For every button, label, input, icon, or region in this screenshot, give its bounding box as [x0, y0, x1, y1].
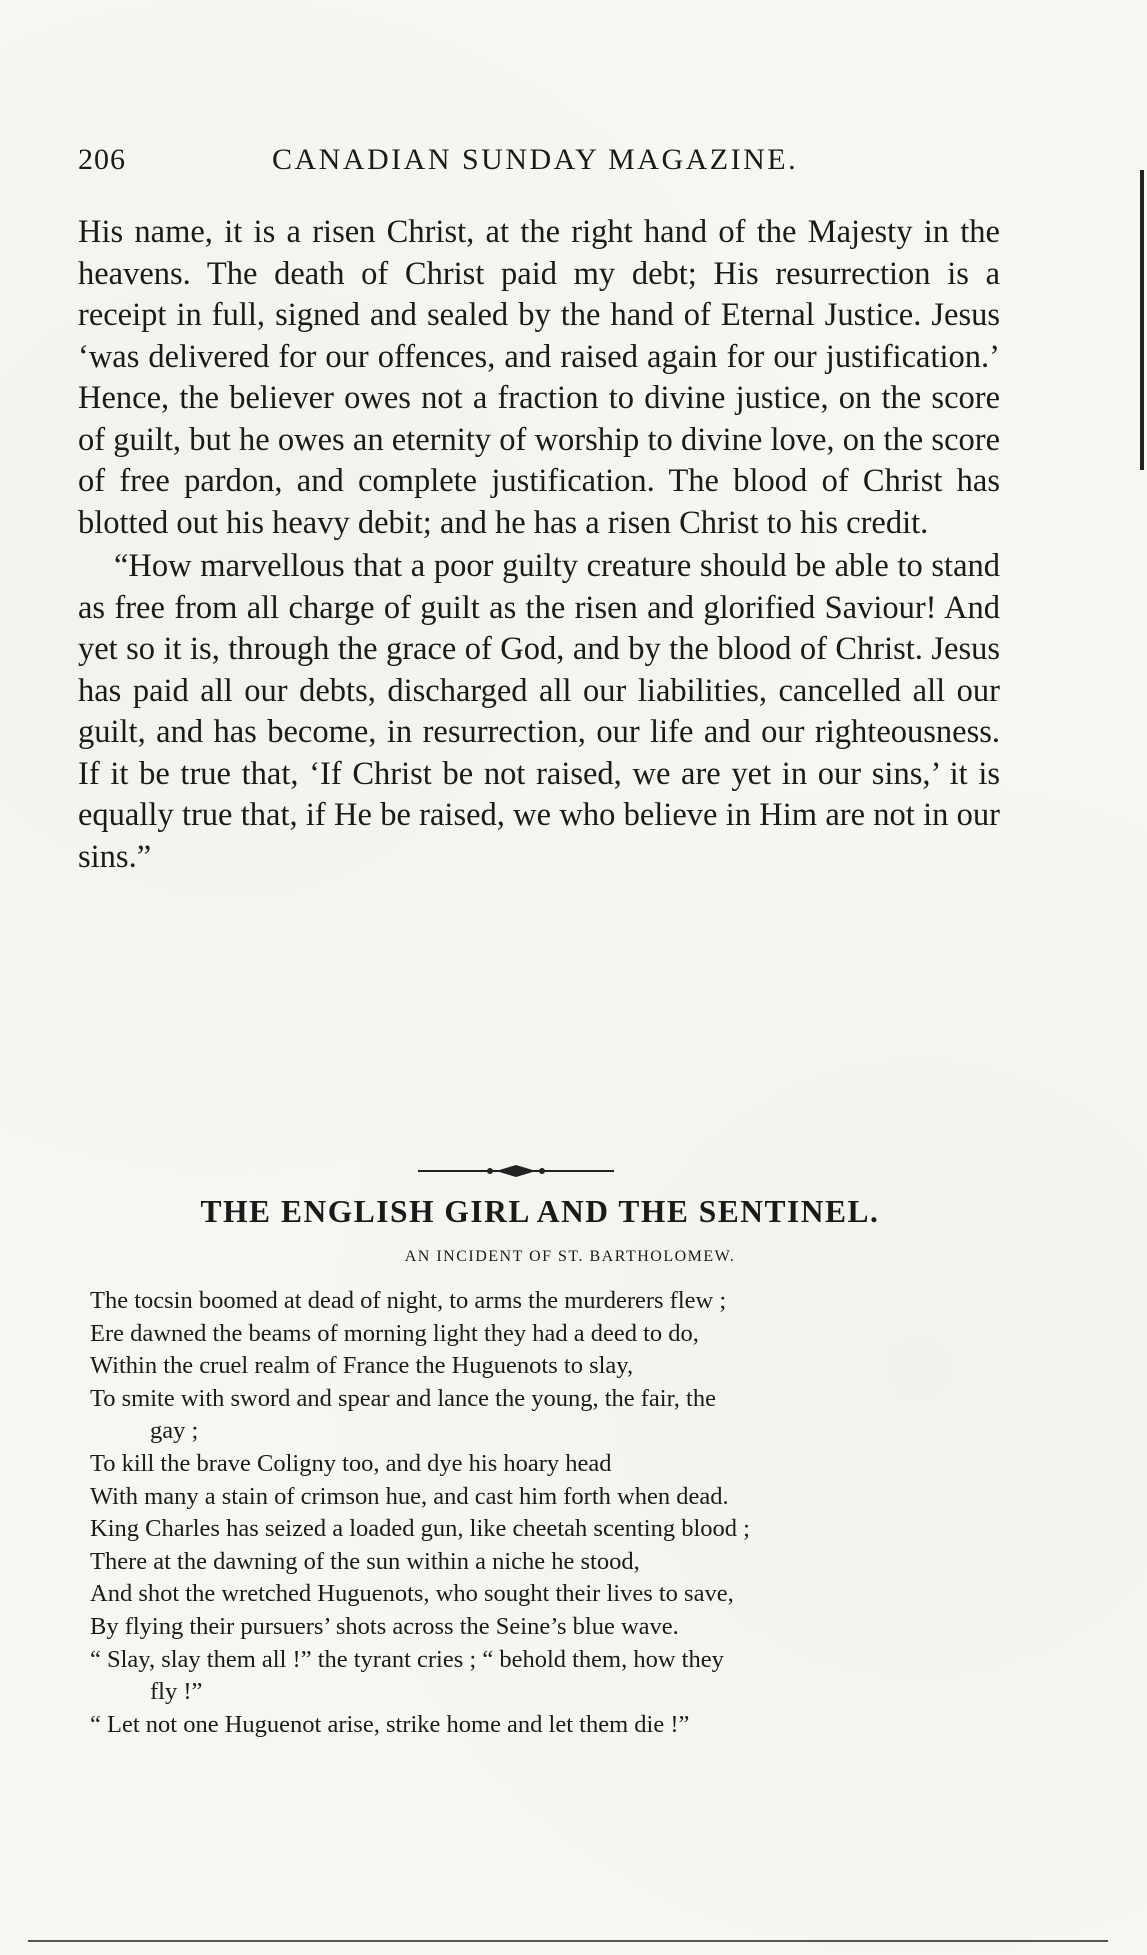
poem-line: gay ; — [150, 1417, 199, 1445]
section-divider-ornament — [418, 1162, 614, 1180]
poem-line: To smite with sword and spear and lance the young, the fair, the — [90, 1384, 716, 1412]
poem-subtitle: AN INCIDENT OF ST. BARTHOLOMEW. — [404, 1248, 736, 1265]
poem-line: By flying their pursuers’ shots across the Seine’s blue wave. — [90, 1612, 679, 1640]
paragraph-2: “How marvellous that a poor guilty creature should be able to stand as free from all charge of guilt as the risen and glorified Saviour! And yet so it is, through the grace of God, and by the blood of Christ. Jesus has paid all our debts, discharged all our liabilities, cancelled all our guilt, and has become, in resurrection, our life and our righteousness. If it be true that, ‘If Christ be not raised, we are yet in our sins,’ it is equally true that, if He be raised, we who believe in Him are not in our sins.” — [78, 548, 1000, 875]
poem-title: THE ENGLISH GIRL AND THE SENTINEL. — [200, 1194, 880, 1229]
margin-binding-mark — [1140, 170, 1144, 470]
poem-line: Ere dawned the beams of morning light they had a deed to do, — [90, 1319, 699, 1347]
poem-line: There at the dawning of the sun within a niche he stood, — [90, 1547, 640, 1575]
poem-line: And shot the wretched Huguenots, who sought their lives to save, — [90, 1580, 734, 1608]
poem-line: “ Let not one Huguenot arise, strike home and let them die !” — [90, 1710, 690, 1738]
poem-line: With many a stain of crimson hue, and cast him forth when dead. — [90, 1482, 729, 1510]
article-body — [78, 212, 1000, 878]
magazine-title: CANADIAN SUNDAY MAGAZINE. — [272, 143, 799, 176]
poem-line: Within the cruel realm of France the Huguenots to slay, — [90, 1352, 634, 1380]
poem-line: The tocsin boomed at dead of night, to arms the murderers flew ; — [90, 1287, 727, 1314]
paragraph-1: His name, it is a risen Christ, at the right hand of the Majesty in the heavens. The death of Christ paid my debt; His resurrection is a receipt in full, signed and sealed by the hand of Eternal Justice. Jesus ‘was delivered for our offences, and raised again for our justification.’ Hence, the believer owes not a fraction to divine justice, on the score of guilt, but he owes an eternity of worship to divine love, on the score of free pardon, and complete justification. The blood of Christ has blotted out his heavy debit; and he has a risen Christ to his credit. — [78, 214, 1000, 541]
poem-body — [90, 1285, 1010, 1741]
bottom-border-line — [28, 1940, 1108, 1942]
poem-line: King Charles has seized a loaded gun, like cheetah scenting blood ; — [90, 1515, 750, 1543]
poem-line: fly !” — [150, 1678, 203, 1706]
poem-line: To kill the brave Coligny too, and dye his hoary head — [90, 1449, 612, 1477]
page-number: 206 — [78, 143, 126, 176]
poem-line: “ Slay, slay them all !” the tyrant cries ; “ behold them, how they — [90, 1645, 724, 1673]
